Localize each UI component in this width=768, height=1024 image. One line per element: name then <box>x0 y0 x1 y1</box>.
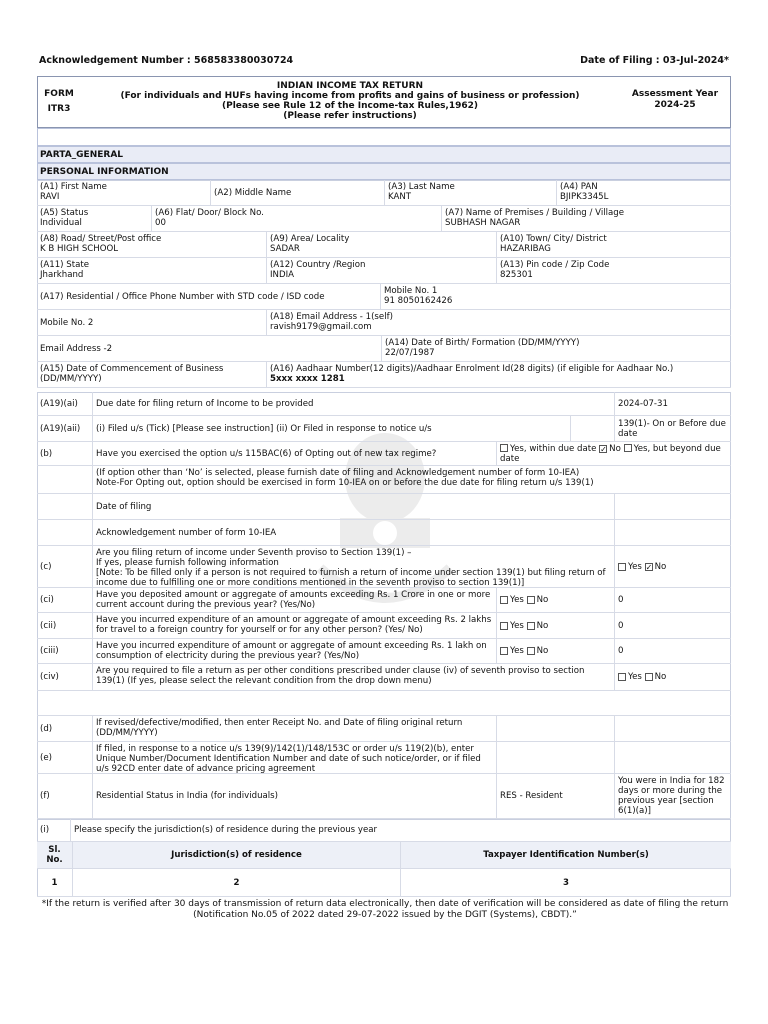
cii-yes-checkbox[interactable] <box>500 622 508 630</box>
spacer-band <box>37 128 731 146</box>
b-option-no-label: No <box>609 444 621 454</box>
email1-value: ravish9179@gmail.com <box>270 322 372 332</box>
mobile1-label: Mobile No. 1 <box>384 286 438 296</box>
part-heading: PARTA_GENERAL <box>37 146 731 163</box>
date-of-filing: Date of Filing : 03-Jul-2024* <box>580 55 729 66</box>
assessment-year-label: Assessment Year <box>631 89 719 99</box>
col-sl-no: Sl. No. <box>37 842 73 868</box>
first-name-field[interactable] <box>37 180 211 205</box>
a19ii-row <box>37 416 731 442</box>
jurisdiction-number-row <box>37 869 731 897</box>
first-name-value: RAVI <box>40 192 60 202</box>
aadhaar-row <box>37 362 731 388</box>
b-question: Have you exercised the option u/s 115BAC(6) of Opting out of new tax regime? <box>93 442 497 465</box>
commencement-field[interactable] <box>37 362 267 387</box>
flat-value: 00 <box>155 218 166 228</box>
email2-field[interactable] <box>37 336 382 361</box>
ci-row <box>37 588 731 613</box>
footer-note: *If the return is verified after 30 days of transmission of return data electronically, then date of verification will be considered as date of filing the return (Notification No.05 of 2022 dated 29-07-2022 issued by the DGIT (Systems), CBDT).” <box>41 899 729 920</box>
cii-no-label: No <box>536 620 549 631</box>
address-row-2 <box>37 232 731 258</box>
mobile1-field[interactable] <box>381 284 731 309</box>
c-question-line1: Are you filing return of income under Seventh proviso to Section 139(1) – <box>96 548 412 558</box>
c-no-checkbox[interactable]: ✓ <box>645 562 653 572</box>
mobile1-value: 91 8050162426 <box>384 296 453 306</box>
a19ii-code: (A19)(aii) <box>37 416 93 441</box>
email-row <box>37 310 731 336</box>
a19ii-blank <box>571 416 615 441</box>
ciii-no-label: No <box>536 646 549 656</box>
c-question-line2: If yes, please furnish following information <box>96 558 279 568</box>
name-row <box>37 180 731 206</box>
personal-info-heading: PERSONAL INFORMATION <box>37 163 731 180</box>
ci-value[interactable]: 0 <box>618 595 624 605</box>
civ-row <box>37 664 731 691</box>
ci-no-checkbox[interactable] <box>527 596 535 604</box>
cii-question: Have you incurred expenditure of an amount or aggregate of amount exceeding Rs. 2 lakhs for travel to a foreign country for yourself or for any other person? (Yes/ No) <box>93 613 497 638</box>
form-title: INDIAN INCOME TAX RETURN <box>276 81 424 91</box>
c-question <box>93 546 615 587</box>
b-option-no-checkbox[interactable]: ✓ <box>600 445 607 454</box>
civ-yes-label: Yes <box>628 672 642 682</box>
b-ack-row <box>37 520 731 546</box>
address-row-1 <box>37 206 731 232</box>
f-row <box>37 774 731 819</box>
b-ack-label: Acknowledgement number of form 10-IEA <box>93 520 615 545</box>
cii-options[interactable] <box>497 613 615 638</box>
dob-row <box>37 336 731 362</box>
pan-field[interactable] <box>557 180 731 205</box>
c-question-note: [Note: To be filled only if a person is not required to furnish a return of income under section 139(1) but filing return of income due to fulfilling one or more conditions mentioned in the seventh proviso to section 139(1)] <box>96 568 606 587</box>
form-subtitle: (For individuals and HUFs having income from profits and gains of business or profession) <box>120 91 580 101</box>
b-date-label: Date of filing <box>93 494 615 519</box>
town-field[interactable] <box>497 232 731 257</box>
ci-question: Have you deposited amount or aggregate of amounts exceeding Rs. 1 Crore in one or more current account during the previous year? (Yes/No) <box>93 588 497 612</box>
civ-no-checkbox[interactable] <box>645 673 653 681</box>
last-name-label: (A3) Last Name <box>388 182 455 192</box>
b-options[interactable] <box>497 442 731 465</box>
civ-dropdown-row <box>37 691 731 716</box>
d-row <box>37 716 731 742</box>
ciii-question: Have you incurred expenditure of amount or aggregate of amount exceeding Rs. 1 lakh on consumption of electricity during the previous year? (Yes/No) <box>93 639 497 663</box>
e-number-input[interactable] <box>497 742 615 773</box>
address-row-3 <box>37 258 731 284</box>
b-ack-input[interactable] <box>615 520 731 545</box>
form-title-block <box>80 77 620 127</box>
dob-value: 22/07/1987 <box>385 348 435 358</box>
e-date-input[interactable] <box>615 742 731 773</box>
middle-name-label: (A2) Middle Name <box>214 187 292 198</box>
pin-label: (A13) Pin code / Zip Code <box>500 260 610 270</box>
b-note-1: (If option other than ‘No’ is selected, please furnish date of filing and Acknowledgement number of form 10-IEA) <box>96 468 580 478</box>
c-row <box>37 546 731 588</box>
cell-sl-no: 1 <box>37 869 73 896</box>
civ-code: (civ) <box>37 664 93 690</box>
c-code: (c) <box>37 546 93 587</box>
b-note-row <box>37 466 731 494</box>
middle-name-field[interactable] <box>211 180 385 205</box>
aadhaar-label: (A16) Aadhaar Number(12 digits)/Aadhaar Enrolment Id(28 digits) (if eligible for Aadhaar No.) <box>270 364 674 374</box>
town-value: HAZARIBAG <box>500 244 551 254</box>
mobile2-label: Mobile No. 2 <box>40 317 94 328</box>
b-row <box>37 442 731 466</box>
assessment-year-value: 2024-25 <box>654 100 696 110</box>
phone-field[interactable] <box>37 284 381 309</box>
b-code: (b) <box>37 442 93 465</box>
ci-yes-label: Yes <box>510 595 524 605</box>
email2-label: Email Address -2 <box>40 343 113 354</box>
premises-value: SUBHASH NAGAR <box>445 218 521 228</box>
jurisdiction-header-row <box>37 842 731 869</box>
a19i-row <box>37 392 731 416</box>
status-field[interactable] <box>37 206 152 231</box>
pan-label: (A4) PAN <box>560 182 598 192</box>
b-note <box>93 466 731 493</box>
phone-row <box>37 284 731 310</box>
a19ii-value[interactable]: 139(1)- On or Before due date <box>618 418 726 439</box>
cell-tin: 3 <box>563 877 569 888</box>
civ-no-label: No <box>654 672 667 682</box>
cii-value[interactable]: 0 <box>618 620 624 631</box>
email1-label: (A18) Email Address - 1(self) <box>270 312 393 322</box>
a19i-question: Due date for filing return of Income to be provided <box>93 392 615 415</box>
b-date-input[interactable] <box>615 494 731 519</box>
status-value: Individual <box>40 218 82 228</box>
i-row <box>37 819 731 842</box>
status-label: (A5) Status <box>40 208 89 218</box>
b-note-2: Note-For Opting out, option should be exercised in form 10-IEA on or before the due date for filing return u/s 139(1) <box>96 478 594 488</box>
c-no-label: No <box>654 561 667 572</box>
c-yes-label: Yes <box>628 561 642 572</box>
col-tin: Taxpayer Identification Number(s) <box>401 842 731 868</box>
area-label: (A9) Area/ Locality <box>270 234 350 244</box>
cii-row <box>37 613 731 639</box>
form-id-box <box>38 77 80 127</box>
email1-field[interactable] <box>267 310 731 335</box>
col-jurisdiction: Jurisdiction(s) of residence <box>73 842 401 868</box>
d-receipt-input[interactable] <box>497 716 615 741</box>
f-note: You were in India for 182 days or more during the previous year [section 6(1)(a)] <box>618 776 725 816</box>
d-date-input[interactable] <box>615 716 731 741</box>
civ-yes-checkbox[interactable] <box>618 673 626 681</box>
b-option-yes-checkbox[interactable] <box>500 444 508 452</box>
last-name-value: KANT <box>388 192 412 202</box>
area-value: SADAR <box>270 244 300 254</box>
b-option-yes-label: Yes, within due date <box>510 444 597 454</box>
b-option-beyond-checkbox[interactable] <box>624 444 632 452</box>
ciii-yes-label: Yes <box>510 646 524 656</box>
aadhaar-field[interactable] <box>267 362 731 387</box>
pin-field[interactable] <box>497 258 731 283</box>
state-value: Jharkhand <box>40 270 84 280</box>
area-field[interactable] <box>267 232 497 257</box>
phone-label: (A17) Residential / Office Phone Number with STD code / ISD code <box>40 291 325 302</box>
country-label: (A12) Country /Region <box>270 260 366 270</box>
road-label: (A8) Road/ Street/Post office <box>40 234 162 244</box>
country-value: INDIA <box>270 270 294 280</box>
form-label: FORM <box>44 89 74 99</box>
f-code: (f) <box>37 774 93 818</box>
last-name-field[interactable] <box>385 180 557 205</box>
flat-label: (A6) Flat/ Door/ Block No. <box>155 208 264 218</box>
i-code: (i) <box>37 819 71 841</box>
b-option-beyond-label: Yes, but beyond due date <box>500 444 721 464</box>
road-value: K B HIGH SCHOOL <box>40 244 119 254</box>
dob-label: (A14) Date of Birth/ Formation (DD/MM/YYYY) <box>385 338 580 348</box>
a19i-code: (A19)(ai) <box>37 392 93 415</box>
ciii-no-checkbox[interactable] <box>527 647 535 655</box>
ciii-options[interactable] <box>497 639 615 663</box>
ci-yes-checkbox[interactable] <box>500 596 508 604</box>
ciii-value[interactable]: 0 <box>618 646 624 656</box>
f-value[interactable]: RES - Resident <box>497 774 615 818</box>
civ-question: Are you required to file a return as per other conditions prescribed under clause (iv) of seventh proviso to section 139(1) (If yes, please select the relevant condition from the drop down menu) <box>93 664 615 690</box>
cii-no-checkbox[interactable] <box>527 622 535 630</box>
ciii-row <box>37 639 731 664</box>
dob-field[interactable] <box>382 336 731 361</box>
road-field[interactable] <box>37 232 267 257</box>
e-question: If filed, in response to a notice u/s 139(9)/142(1)/148/153C or order u/s 119(2)(b), enter Unique Number/Document Identification Number and date of such notice/order, or if filed u/s 92CD enter date of advance pricing agreement <box>93 742 497 773</box>
e-row <box>37 742 731 774</box>
pin-value: 825301 <box>500 270 533 280</box>
form-header <box>37 76 731 128</box>
cell-jurisdiction: 2 <box>73 869 401 896</box>
state-field[interactable] <box>37 258 267 283</box>
f-question: Residential Status in India (for individuals) <box>93 774 497 818</box>
state-label: (A11) State <box>40 260 89 270</box>
a19i-value[interactable]: 2024-07-31 <box>618 398 668 409</box>
c-yes-checkbox[interactable] <box>618 563 626 571</box>
form-rule: (Please see Rule 12 of the Income-tax Rules,1962) <box>221 101 479 111</box>
ci-code: (ci) <box>37 588 93 612</box>
first-name-label: (A1) First Name <box>40 182 107 192</box>
civ-options[interactable] <box>615 664 731 690</box>
ci-no-label: No <box>536 595 549 605</box>
pan-value: BJIPK3345L <box>560 192 609 202</box>
acknowledgement-number: Acknowledgement Number : 568583380030724 <box>39 55 294 66</box>
form-name: ITR3 <box>47 104 71 114</box>
cii-yes-label: Yes <box>510 620 524 631</box>
ciii-yes-checkbox[interactable] <box>500 647 508 655</box>
ciii-code: (ciii) <box>37 639 93 663</box>
premises-field[interactable] <box>442 206 731 231</box>
ci-options[interactable] <box>497 588 615 612</box>
b-date-row <box>37 494 731 520</box>
d-question: If revised/defective/modified, then enter Receipt No. and Date of filing original return (DD/MM/YYYY) <box>93 716 497 741</box>
a19ii-question: (i) Filed u/s (Tick) [Please see instruction] (ii) Or Filed in response to notice u/s <box>93 416 571 441</box>
e-code: (e) <box>37 742 93 773</box>
civ-dropdown[interactable] <box>37 691 731 715</box>
aadhaar-value: 5xxx xxxx 1281 <box>270 374 345 384</box>
d-code: (d) <box>37 716 93 741</box>
country-field[interactable] <box>267 258 497 283</box>
commencement-label: (A15) Date of Commencement of Business (DD/MM/YYYY) <box>40 364 224 384</box>
c-options[interactable] <box>615 546 731 587</box>
mobile2-field[interactable] <box>37 310 267 335</box>
town-label: (A10) Town/ City/ District <box>500 234 607 244</box>
cii-code: (cii) <box>37 613 93 638</box>
form-instructions: (Please refer instructions) <box>283 111 417 121</box>
i-question: Please specify the jurisdiction(s) of residence during the previous year <box>74 825 378 835</box>
premises-label: (A7) Name of Premises / Building / Village <box>445 208 624 218</box>
flat-field[interactable] <box>152 206 442 231</box>
assessment-year-box <box>620 77 730 127</box>
